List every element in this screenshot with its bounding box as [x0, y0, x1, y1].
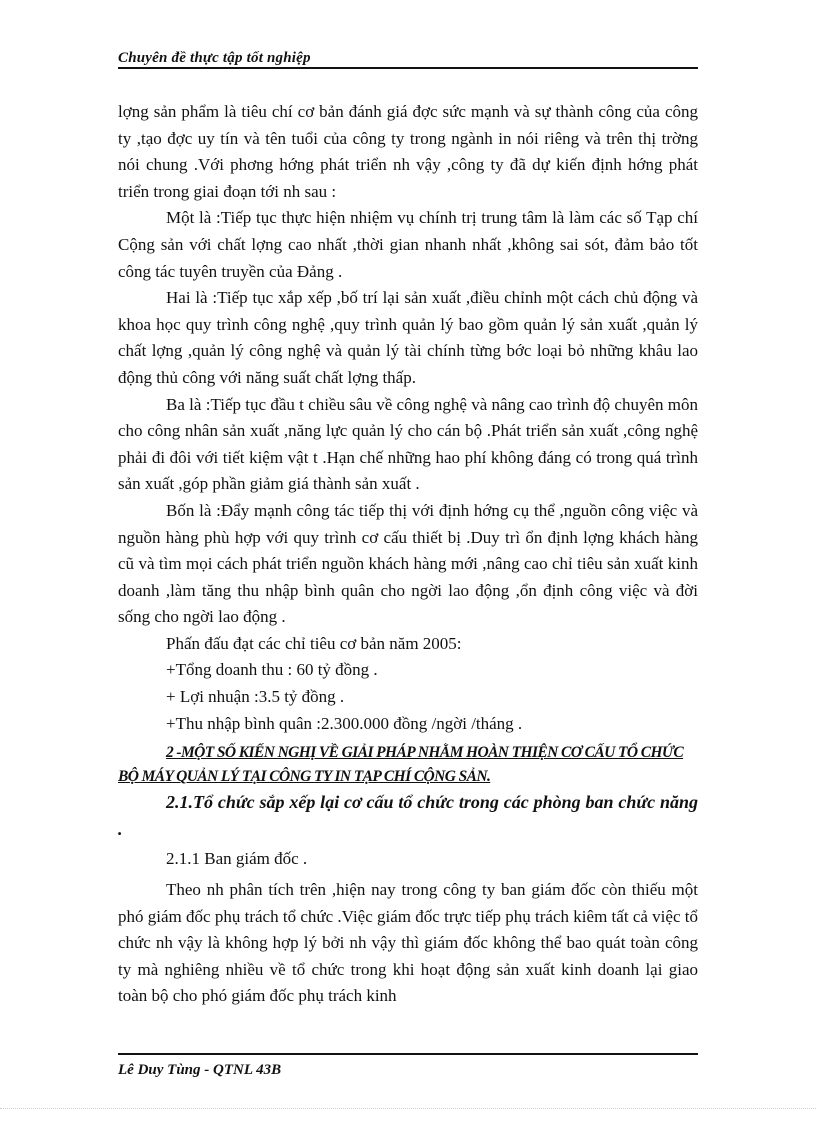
- paragraph: Phấn đấu đạt các chỉ tiêu cơ bản năm 2005:: [166, 633, 462, 653]
- section-heading: 2 -MỘT SỐ KIẾN NGHỊ VỀ GIẢI PHÁP NHẰM HOÀN THIỆN CƠ CẤU TỔ CHỨC BỘ MÁY QUẢN LÝ TẠI CÔNG TY IN TẠP CHÍ CỘNG SẢN.: [118, 744, 684, 786]
- subsubsection-heading: 2.1.1 Ban giám đốc .: [166, 849, 308, 869]
- target-item: +Tổng doanh thu : 60 tỷ đồng .: [166, 660, 378, 680]
- page-edge-dots: [0, 1108, 816, 1109]
- paragraph: Hai là :Tiếp tục xắp xếp ,bố trí lại sản xuất ,điều chỉnh một cách chủ động và khoa học quy trình công nghệ ,quy trình quản lý bao gồm quản lý sản xuất ,quản lý chất lợng ,quản lý công nghệ và quản lý tài chính từng bớc loại bỏ những khâu lao động thủ công với năng suất chất lợng thấp.: [118, 288, 698, 387]
- subsection-heading: 2.1.Tổ chức sắp xếp lại cơ cấu tổ chức trong các phòng ban chức năng .: [118, 792, 698, 839]
- paragraph: Một là :Tiếp tục thực hiện nhiệm vụ chính trị trung tâm là làm các số Tạp chí Cộng sản với chất lợng cao nhất ,thời gian nhanh nhất ,không sai sót, đảm bảo tốt công tác tuyên truyền của Đảng .: [118, 208, 698, 281]
- footer-divider: [118, 1053, 698, 1055]
- header-divider: [118, 67, 698, 69]
- target-item: + Lợi nhuận :3.5 tỷ đồng .: [166, 687, 345, 707]
- page-header-title: Chuyên đề thực tập tốt nghiệp: [118, 50, 311, 66]
- document-body: [118, 99, 698, 1010]
- paragraph: Theo nh phân tích trên ,hiện nay trong công ty ban giám đốc còn thiếu một phó giám đốc phụ trách tổ chức .Việc giám đốc trực tiếp phụ trách kiêm tất cả việc tổ chức nh vậy là không hợp lý bởi nh vậy thì giám đốc không thể bao quát toàn công ty mà nghiêng nhiều về tổ chức trong khi hoạt động sản xuất kinh doanh lại giao toàn bộ cho phó giám đốc phụ trách kinh: [118, 880, 698, 1006]
- footer-author: Lê Duy Tùng - QTNL 43B: [118, 1062, 282, 1078]
- paragraph: lợng sản phẩm là tiêu chí cơ bản đánh giá đợc sức mạnh và sự thành công của công ty ,tạo đợc uy tín và tên tuổi của công ty trong ngành in nói riêng và trên thị trờng nói chung .Với phơng hớng phát triển nh vậy ,công ty đã dự kiến định hớng phát triển trong giai đoạn tới nh sau :: [118, 102, 698, 201]
- paragraph: Bốn là :Đẩy mạnh công tác tiếp thị với định hớng cụ thể ,nguồn công việc và nguồn hàng phù hợp với quy trình cơ cấu thiết bị .Duy trì ổn định lợng khách hàng cũ và tìm mọi cách phát triển nguồn khách hàng mới ,nâng cao chỉ tiêu sản xuất kinh doanh ,làm tăng thu nhập bình quân cho ngời lao động ,ổn định công việc và đời sống cho ngời lao động .: [118, 500, 698, 627]
- paragraph: Ba là :Tiếp tục đầu t chiều sâu về công nghệ và nâng cao trình độ chuyên môn cho công nhân sản xuất ,năng lực quản lý cho cán bộ .Phát triển sản xuất ,công nghệ phải đi đôi với tiết kiệm vật t .Hạn chế những hao phí không đáng có trong quá trình sản xuất ,góp phần giảm giá thành sản xuất .: [118, 394, 698, 494]
- target-item: +Thu nhập bình quân :2.300.000 đồng /ngời /tháng .: [166, 713, 523, 733]
